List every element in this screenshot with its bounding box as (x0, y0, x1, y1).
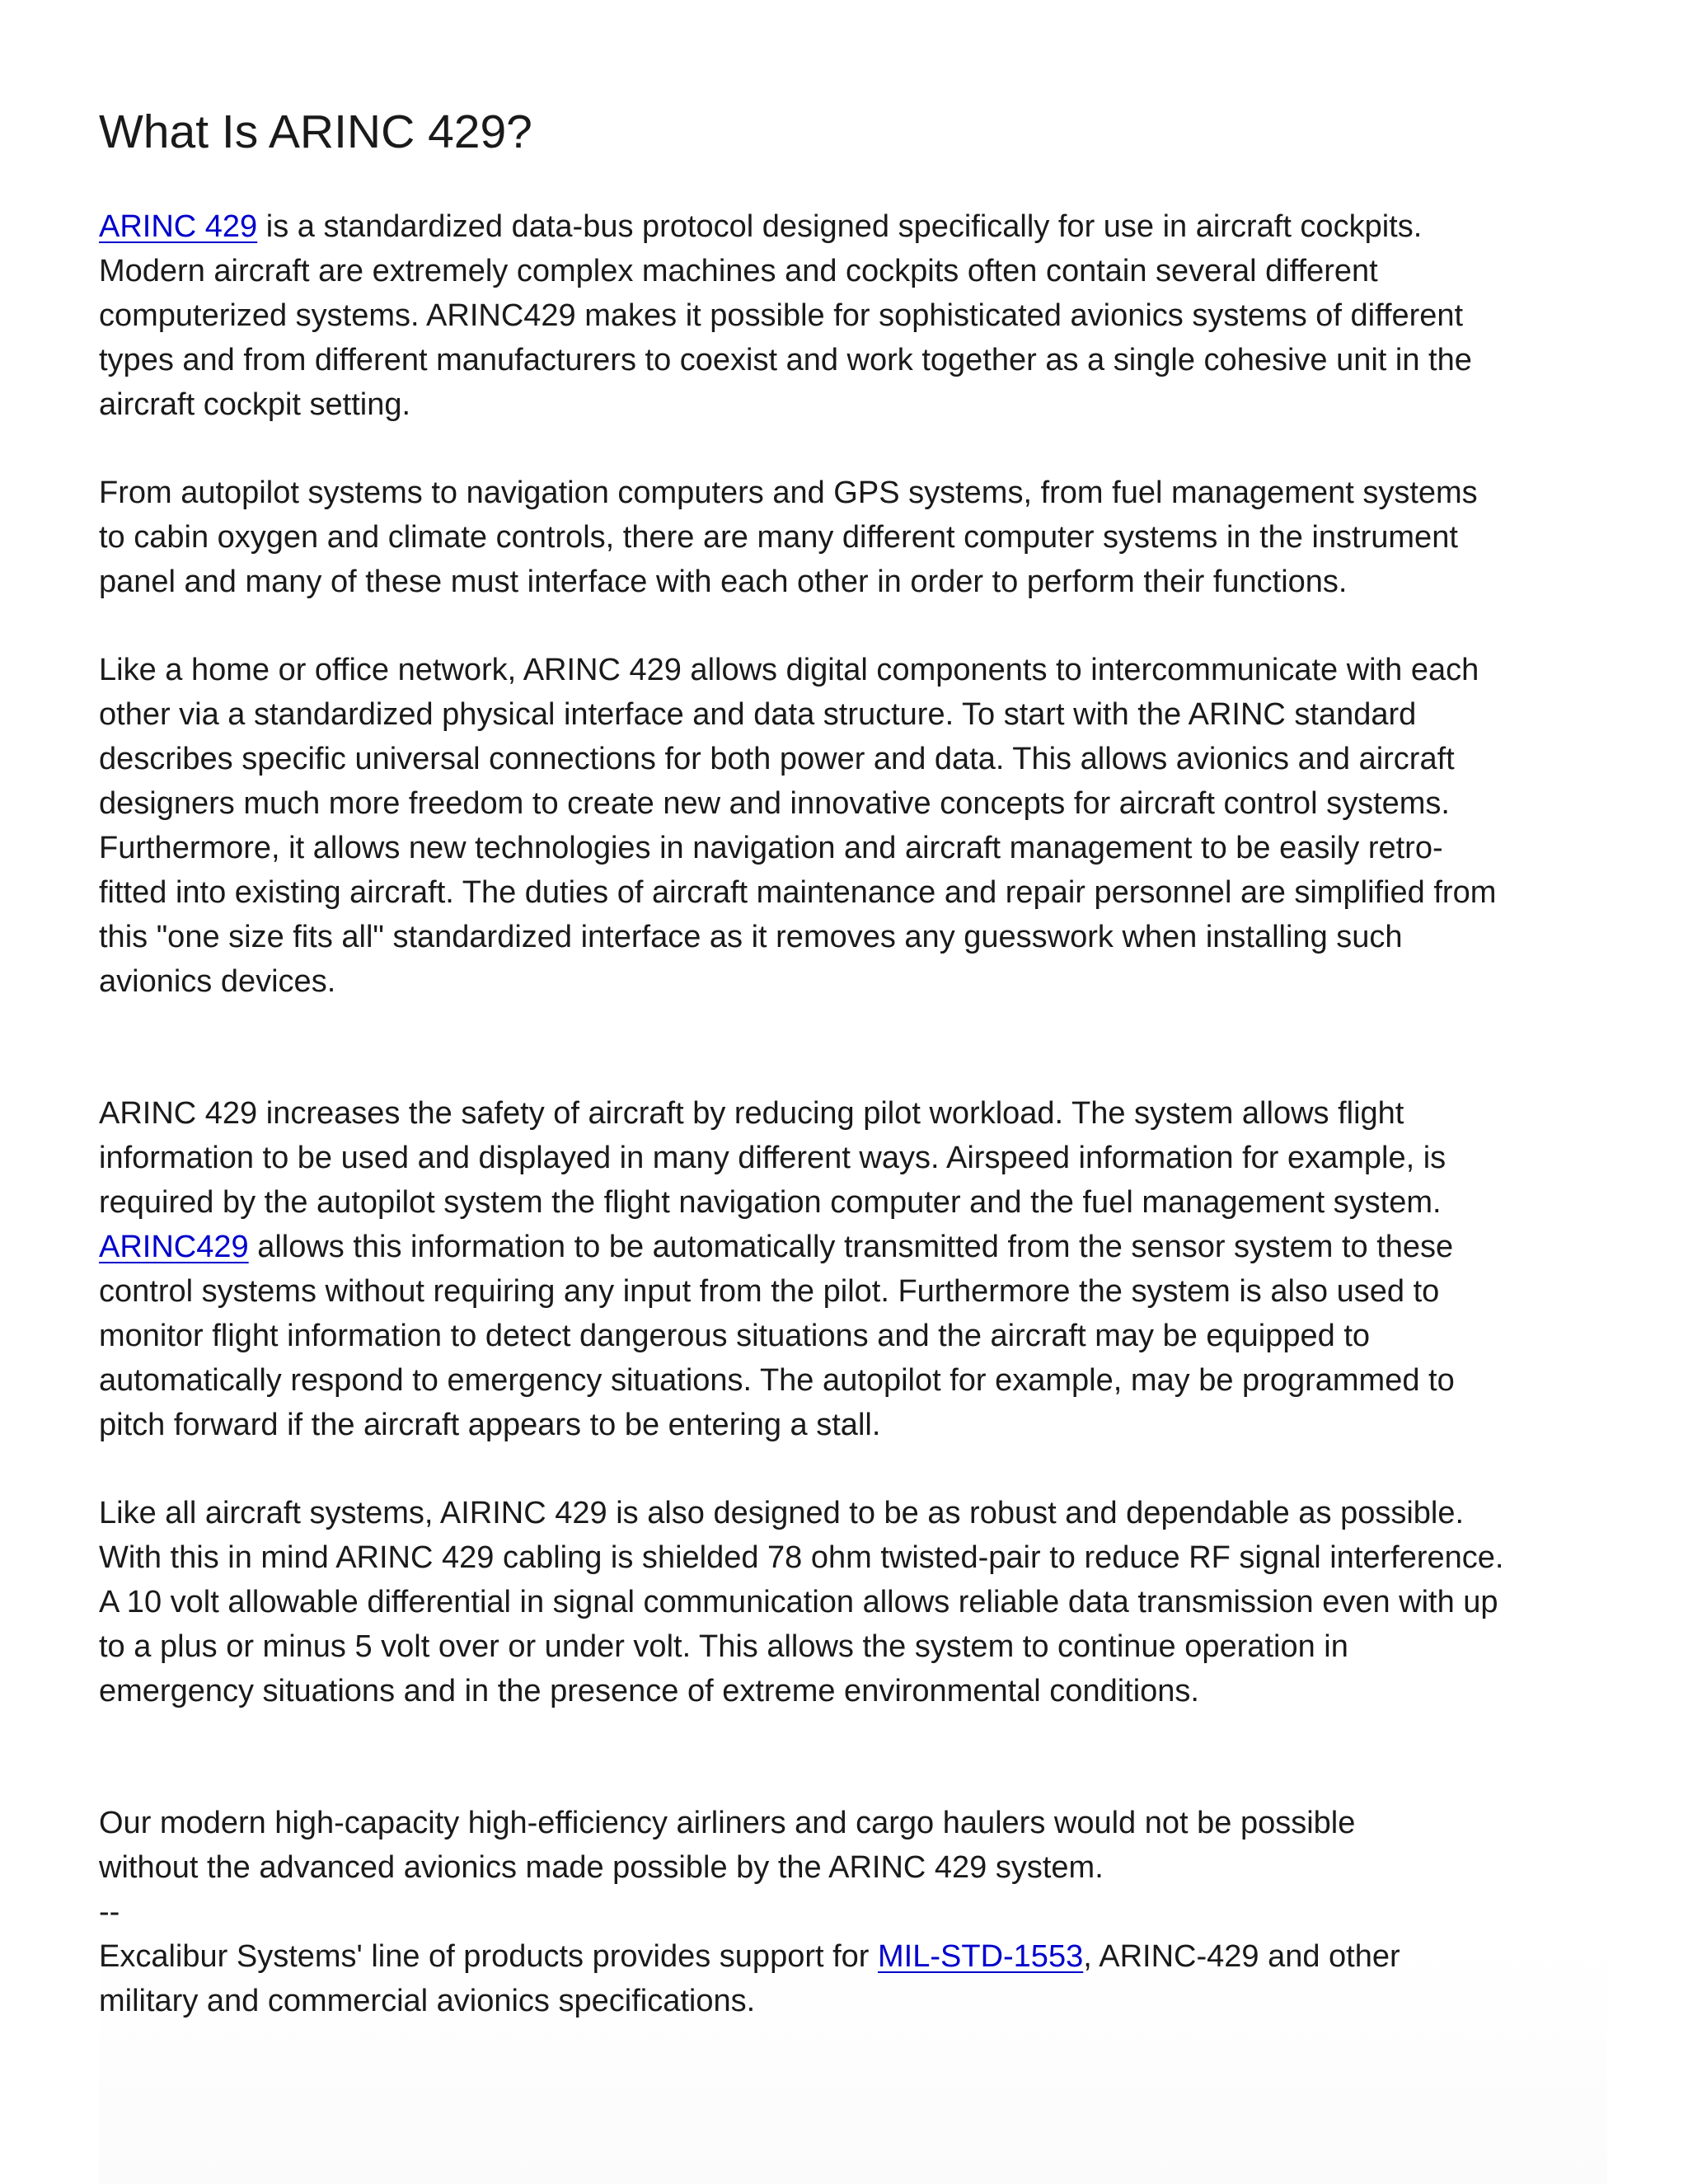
text-run: allows this information to be automatically transmitted from the sensor system to these (248, 1230, 1454, 1264)
text-line (99, 1934, 1607, 1979)
paragraph-safety (99, 1091, 1607, 1447)
text-line: pitch forward if the aircraft appears to be entering a stall. (99, 1408, 881, 1442)
text-run: Excalibur Systems' line of products provides support for (99, 1939, 879, 1974)
text-line: Modern aircraft are extremely complex machines and cockpits often contain several different (99, 254, 1378, 288)
mil-std-1553-link[interactable]: MIL-STD-1553 (878, 1939, 1084, 1974)
text-line: other via a standardized physical interface and data structure. To start with the ARINC standard (99, 697, 1417, 732)
text-line: Our modern high-capacity high-efficiency airliners and cargo haulers would not be possible (99, 1806, 1356, 1840)
text-line: Like all aircraft systems, AIRINC 429 is also designed to be as robust and dependable as possible. (99, 1496, 1465, 1530)
text-line (99, 1225, 1607, 1269)
paragraph-intro (99, 204, 1607, 427)
text-line: designers much more freedom to create new and innovative concepts for aircraft control systems. (99, 786, 1450, 821)
text-line: From autopilot systems to navigation computers and GPS systems, from fuel management systems (99, 476, 1478, 510)
text-line: Like a home or office network, ARINC 429 allows digital components to intercommunicate with each (99, 653, 1479, 687)
text-line: to a plus or minus 5 volt over or under volt. This allows the system to continue operation in (99, 1629, 1348, 1664)
text-run: is a standardized data-bus protocol designed specifically for use in aircraft cockpits. (257, 209, 1423, 244)
text-line: without the advanced avionics made possible by the ARINC 429 system. (99, 1850, 1104, 1885)
text-line: emergency situations and in the presence of extreme environmental conditions. (99, 1674, 1199, 1708)
arinc-429-link[interactable]: ARINC 429 (99, 209, 258, 244)
text-line: aircraft cockpit setting. (99, 387, 411, 422)
paragraph-systems (99, 471, 1607, 604)
paragraph-robustness (99, 1491, 1607, 1713)
separator-dashes: -- (99, 1895, 120, 1929)
text-line: With this in mind ARINC 429 cabling is shielded 78 ohm twisted-pair to reduce RF signal interference. (99, 1540, 1504, 1575)
page-title: What Is ARINC 429? (99, 105, 532, 158)
text-line: military and commercial avionics specifications. (99, 1984, 756, 2018)
text-line: to cabin oxygen and climate controls, there are many different computer systems in the instrument (99, 520, 1458, 555)
text-line: ARINC 429 increases the safety of aircraft by reducing pilot workload. The system allows flight (99, 1096, 1404, 1131)
text-line: fitted into existing aircraft. The duties of aircraft maintenance and repair personnel are simplified from (99, 875, 1497, 910)
text-line: types and from different manufacturers to coexist and work together as a single cohesive unit in the (99, 343, 1472, 377)
paragraph-network (99, 648, 1607, 1004)
text-line: automatically respond to emergency situations. The autopilot for example, may be programmed to (99, 1363, 1455, 1398)
text-line: describes specific universal connections for both power and data. This allows avionics and aircraft (99, 742, 1455, 776)
text-line: panel and many of these must interface with each other in order to perform their functions. (99, 565, 1348, 599)
text-run: , ARINC-429 and other (1083, 1939, 1400, 1974)
text-line (99, 204, 1607, 249)
text-line: required by the autopilot system the flight navigation computer and the fuel management system. (99, 1185, 1442, 1220)
document-page (99, 0, 1607, 2184)
text-line: avionics devices. (99, 964, 336, 999)
text-line: control systems without requiring any input from the pilot. Furthermore the system is also used to (99, 1274, 1440, 1309)
text-line: A 10 volt allowable differential in signal communication allows reliable data transmission even with up (99, 1585, 1498, 1619)
text-line: this "one size fits all" standardized interface as it removes any guesswork when installing such (99, 920, 1403, 954)
arinc429-link[interactable]: ARINC429 (99, 1230, 249, 1264)
text-line: information to be used and displayed in many different ways. Airspeed information for example, is (99, 1141, 1447, 1175)
paragraph-conclusion (99, 1801, 1607, 2023)
text-line: computerized systems. ARINC429 makes it possible for sophisticated avionics systems of different (99, 298, 1464, 333)
text-line: monitor flight information to detect dangerous situations and the aircraft may be equipped to (99, 1319, 1371, 1353)
text-line: Furthermore, it allows new technologies in navigation and aircraft management to be easily retro- (99, 831, 1443, 865)
